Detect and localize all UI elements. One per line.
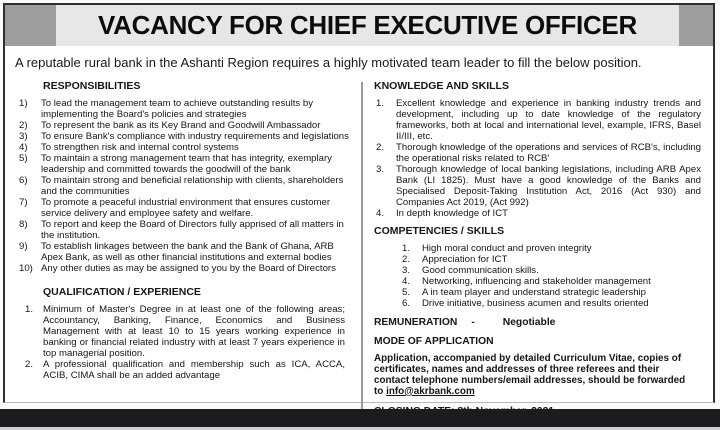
list-item bbox=[402, 265, 701, 276]
list-item-text: Thorough knowledge of the operations and services of RCB's, including the operational risks related to RCB' bbox=[396, 142, 701, 164]
list-item bbox=[15, 219, 359, 241]
list-item-text: To ensure Bank's compliance with industry requirements and legislations bbox=[41, 131, 349, 142]
list-item bbox=[15, 263, 359, 274]
remuneration-value: Negotiable bbox=[502, 317, 556, 328]
list-item-number: 3. bbox=[376, 164, 385, 175]
competencies-section bbox=[374, 225, 701, 309]
list-item-number: 4. bbox=[402, 276, 411, 287]
list-item bbox=[374, 208, 701, 219]
list-item-text: Good communication skills. bbox=[422, 265, 539, 276]
responsibilities-heading: RESPONSIBILITIES bbox=[43, 80, 141, 92]
list-item-number: 1. bbox=[25, 304, 34, 315]
list-item-number: 2. bbox=[25, 359, 34, 370]
list-item-number: 1) bbox=[19, 98, 28, 109]
remuneration-label: REMUNERATION bbox=[374, 317, 458, 328]
list-item-number: 4) bbox=[19, 142, 28, 153]
mode-of-application-heading: MODE OF APPLICATION bbox=[374, 336, 494, 347]
list-item bbox=[374, 98, 701, 142]
header-left-block bbox=[5, 5, 56, 46]
list-item-number: 10) bbox=[19, 263, 33, 274]
remuneration-line bbox=[374, 317, 701, 328]
list-item-number: 5. bbox=[402, 287, 411, 298]
list-item bbox=[402, 254, 701, 265]
right-column bbox=[367, 80, 705, 417]
page-title: VACANCY FOR CHIEF EXECUTIVE OFFICER bbox=[98, 10, 637, 40]
list-item bbox=[15, 304, 359, 359]
list-item bbox=[15, 153, 359, 175]
qualification-list bbox=[15, 304, 359, 381]
list-item-text: Minimum of Master's Degree in at least one of the following areas; Accountancy, Banking, Finance, Economics and Business Management with at least 10 to 15 years working experience in banking or financial related industry with at least 7 years experience in top managerial position. bbox=[43, 304, 345, 359]
list-item-number: 2. bbox=[376, 142, 385, 153]
list-item-number: 4. bbox=[376, 208, 385, 219]
list-item bbox=[15, 359, 359, 381]
list-item-number: 6) bbox=[19, 175, 28, 186]
list-item-number: 2) bbox=[19, 120, 28, 131]
columns bbox=[15, 80, 705, 417]
list-item-number: 5) bbox=[19, 153, 28, 164]
list-item-number: 1. bbox=[376, 98, 385, 109]
list-item-text: To establish linkages between the bank and the Bank of Ghana, ARB Apex Bank, as well as other financial institutions and external bodies bbox=[41, 241, 334, 263]
list-item-number: 3. bbox=[402, 265, 411, 276]
ad-frame bbox=[3, 3, 715, 403]
list-item bbox=[15, 131, 359, 142]
list-item-number: 3) bbox=[19, 131, 28, 142]
list-item-text: To strengthen risk and internal control systems bbox=[41, 142, 239, 153]
list-item bbox=[402, 287, 701, 298]
column-divider bbox=[361, 82, 363, 417]
list-item-text: Drive initiative, business acumen and results oriented bbox=[422, 298, 649, 309]
list-item-number: 8) bbox=[19, 219, 28, 230]
list-item-number: 1. bbox=[402, 243, 411, 254]
list-item-text: A in team player and understand strategic leadership bbox=[422, 287, 646, 298]
list-item bbox=[374, 164, 701, 208]
competencies-heading: COMPETENCIES / SKILLS bbox=[374, 225, 505, 237]
mode-of-application-body: Application, accompanied by detailed Curriculum Vitae, copies of certificates, names and addresses of three referees and their contact telephone numbers/email addresses, should be forwarded to bbox=[374, 353, 686, 397]
list-item-text: Networking, influencing and stakeholder management bbox=[422, 276, 651, 287]
list-item-text: Any other duties as may be assigned to you by the Board of Directors bbox=[41, 263, 336, 274]
list-item-text: In depth knowledge of ICT bbox=[396, 208, 508, 219]
remuneration-separator: - bbox=[471, 317, 475, 328]
footer-black-band bbox=[0, 409, 720, 427]
list-item-number: 6. bbox=[402, 298, 411, 309]
list-item-text: To maintain a strong management team that has integrity, exemplary leadership and committed towards the goodwill of the bank bbox=[41, 153, 332, 175]
qualification-section bbox=[15, 286, 359, 381]
list-item-number: 9) bbox=[19, 241, 28, 252]
responsibilities-list bbox=[15, 98, 359, 274]
list-item-text: High moral conduct and proven integrity bbox=[422, 243, 592, 254]
title-box bbox=[56, 5, 679, 46]
list-item-text: To promote a peaceful industrial environment that ensures customer service delivery and employee safety and welfare. bbox=[41, 197, 331, 219]
qualification-heading: QUALIFICATION / EXPERIENCE bbox=[43, 286, 201, 298]
list-item bbox=[402, 276, 701, 287]
list-item-number: 2. bbox=[402, 254, 411, 265]
knowledge-list bbox=[374, 98, 701, 219]
knowledge-heading: KNOWLEDGE AND SKILLS bbox=[374, 80, 509, 92]
list-item-text: Excellent knowledge and experience in banking industry trends and development, including up to date knowledge of the regulatory frameworks, both at local and international level, example, IFRS, Basel II/III, etc. bbox=[396, 98, 701, 142]
mode-of-application-text bbox=[374, 354, 696, 398]
header-right-block bbox=[679, 5, 713, 46]
list-item-text: To represent the bank as its Key Brand and Goodwill Ambassador bbox=[41, 120, 321, 131]
list-item bbox=[402, 243, 701, 254]
list-item-text: A professional qualification and membership such as ICA, ACCA, ACIB, CIMA shall be an added advantage bbox=[43, 359, 345, 381]
list-item-text: Appreciation for ICT bbox=[422, 254, 508, 265]
list-item bbox=[15, 197, 359, 219]
list-item-number: 7) bbox=[19, 197, 28, 208]
list-item bbox=[15, 175, 359, 197]
intro-text: A reputable rural bank in the Ashanti Region requires a highly motivated team leader to fill the below position. bbox=[15, 55, 642, 70]
list-item bbox=[15, 120, 359, 131]
list-item-text: To maintain strong and beneficial relationship with clients, shareholders and the communities bbox=[41, 175, 344, 197]
left-column bbox=[15, 80, 359, 417]
list-item-text: To lead the management team to achieve outstanding results by implementing the Board's policies and strategies bbox=[41, 98, 313, 120]
list-item bbox=[402, 298, 701, 309]
list-item bbox=[15, 142, 359, 153]
list-item bbox=[15, 98, 359, 120]
list-item-text: To report and keep the Board of Directors fully apprised of all matters in the institution. bbox=[41, 219, 344, 241]
competencies-list bbox=[402, 243, 701, 309]
list-item bbox=[374, 142, 701, 164]
application-email-link[interactable]: info@akrbank.com bbox=[386, 385, 475, 397]
list-item-text: Thorough knowledge of local banking legislations, including ARB Apex Bank (LI 1825). Must have a good knowledge of the Banks and Specialised Deposit-Taking Institution Act, 2016 (Act 930) and Companies Act 2019, (Act 992) bbox=[396, 164, 701, 208]
list-item bbox=[15, 241, 359, 263]
header-band bbox=[5, 5, 713, 46]
